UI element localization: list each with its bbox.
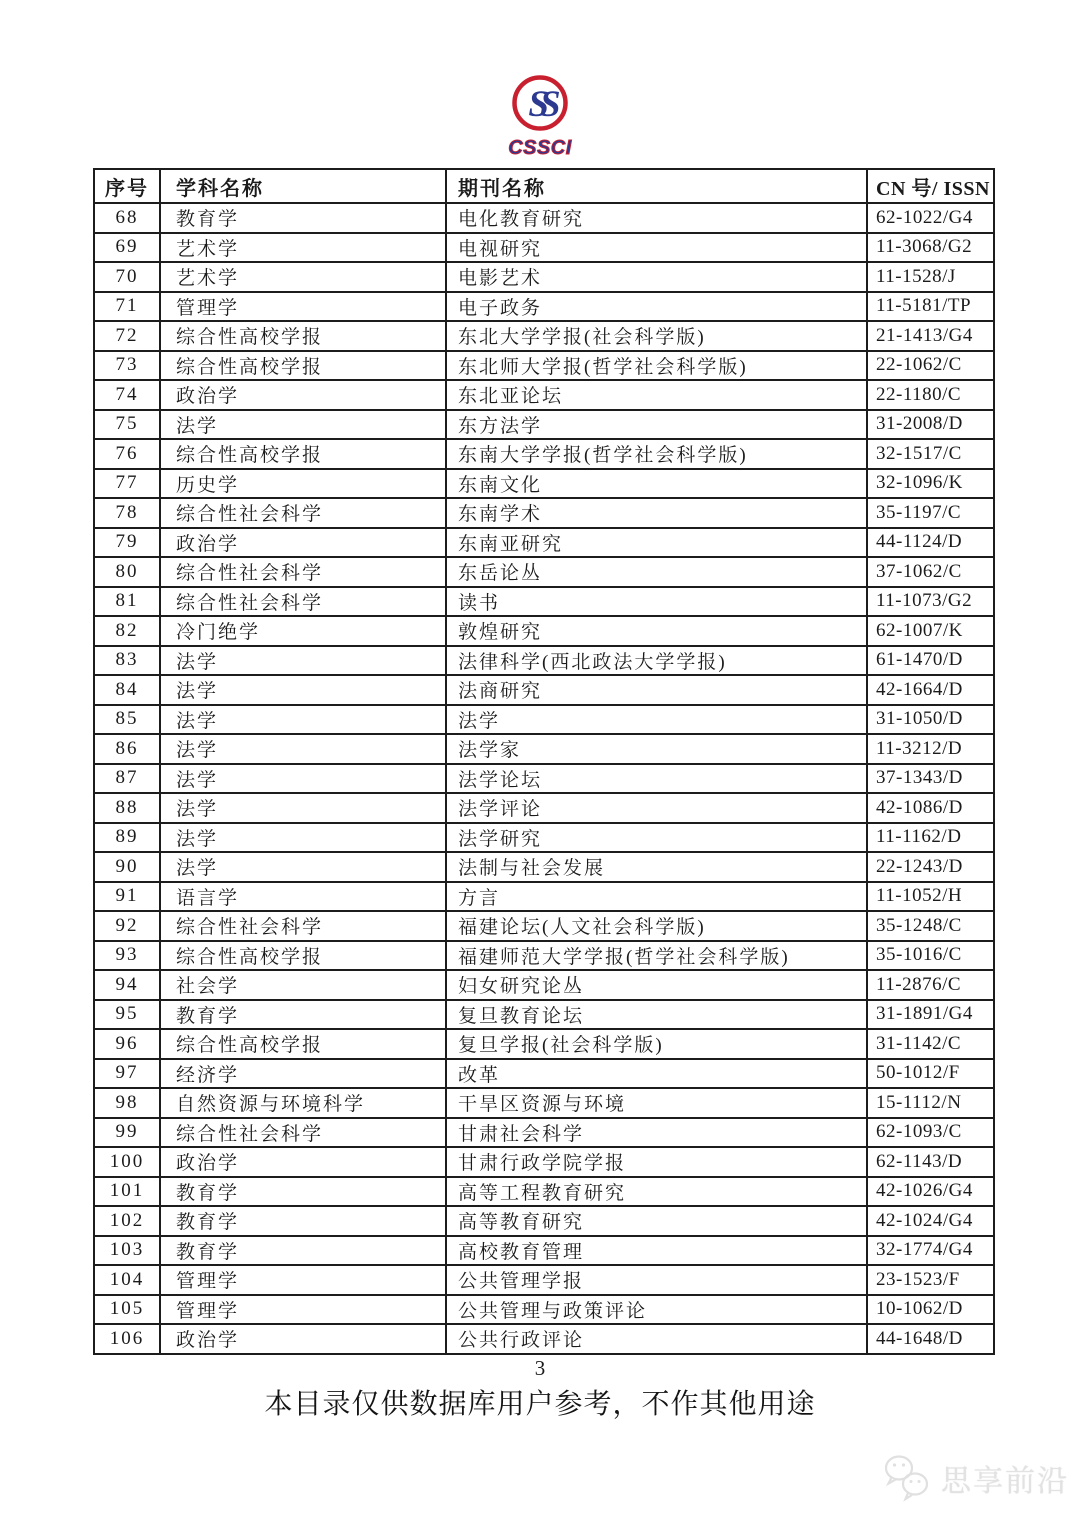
cell-journal: 公共管理学报 [446,1265,867,1295]
cell-journal: 福建论坛(人文社会科学版) [446,911,867,941]
cell-journal: 东方法学 [446,410,867,440]
table-header-row [94,169,994,203]
table-row [94,1000,994,1030]
cell-journal: 高校教育管理 [446,1236,867,1266]
cell-cn: 31-2008/D [867,410,994,440]
cell-discipline: 法学 [160,705,446,735]
cell-no: 73 [94,351,160,381]
cell-cn: 32-1096/K [867,469,994,499]
cell-journal: 电子政务 [446,292,867,322]
cell-journal: 公共行政评论 [446,1324,867,1354]
cell-discipline: 综合性社会科学 [160,587,446,617]
table-row [94,1147,994,1177]
column-header-cn-issn: CN 号/ ISSN [867,169,994,203]
cell-no: 96 [94,1029,160,1059]
table-row [94,852,994,882]
svg-text:SS: SS [528,84,552,125]
table-row [94,646,994,676]
cell-discipline: 语言学 [160,882,446,912]
cell-discipline: 艺术学 [160,262,446,292]
cell-no: 79 [94,528,160,558]
cell-cn: 23-1523/F [867,1265,994,1295]
watermark-label: 思享前沿 [941,1465,1069,1498]
cell-journal: 福建师范大学学报(哲学社会科学版) [446,941,867,971]
cell-cn: 62-1022/G4 [867,203,994,233]
table-row [94,823,994,853]
cell-discipline: 综合性社会科学 [160,557,446,587]
cell-discipline: 法学 [160,734,446,764]
cell-no: 97 [94,1059,160,1089]
cell-discipline: 教育学 [160,1000,446,1030]
cell-cn: 22-1243/D [867,852,994,882]
cell-no: 68 [94,203,160,233]
table-row [94,557,994,587]
cell-no: 82 [94,616,160,646]
cell-cn: 62-1143/D [867,1147,994,1177]
cell-journal: 甘肃社会科学 [446,1118,867,1148]
cell-cn: 22-1180/C [867,380,994,410]
cell-cn: 11-3212/D [867,734,994,764]
cell-journal: 法商研究 [446,675,867,705]
cell-journal: 电影艺术 [446,262,867,292]
table-row [94,410,994,440]
table-row [94,1177,994,1207]
cell-discipline: 教育学 [160,203,446,233]
cell-journal: 电化教育研究 [446,203,867,233]
cell-cn: 15-1112/N [867,1088,994,1118]
cell-no: 74 [94,380,160,410]
cell-cn: 37-1343/D [867,764,994,794]
cell-discipline: 法学 [160,675,446,705]
cell-discipline: 法学 [160,852,446,882]
cell-no: 72 [94,321,160,351]
cell-journal: 法学家 [446,734,867,764]
cell-cn: 21-1413/G4 [867,321,994,351]
cell-cn: 11-5181/TP [867,292,994,322]
cell-journal: 法制与社会发展 [446,852,867,882]
cell-no: 76 [94,439,160,469]
cell-cn: 61-1470/D [867,646,994,676]
table-row [94,734,994,764]
page-number: 3 [534,1356,546,1380]
cell-journal: 高等教育研究 [446,1206,867,1236]
cell-journal: 甘肃行政学院学报 [446,1147,867,1177]
table-row [94,675,994,705]
cell-cn: 42-1086/D [867,793,994,823]
cell-journal: 东南文化 [446,469,867,499]
cell-cn: 11-2876/C [867,970,994,1000]
table-row [94,1236,994,1266]
cell-no: 80 [94,557,160,587]
cell-cn: 62-1007/K [867,616,994,646]
cell-cn: 44-1648/D [867,1324,994,1354]
footer-notice: 本目录仅供数据库用户参考，不作其他用途 [264,1388,816,1419]
cell-discipline: 法学 [160,646,446,676]
cell-no: 85 [94,705,160,735]
cell-no: 88 [94,793,160,823]
cell-no: 102 [94,1206,160,1236]
cell-discipline: 综合性高校学报 [160,351,446,381]
cell-journal: 东岳论丛 [446,557,867,587]
cell-discipline: 政治学 [160,380,446,410]
table-row [94,1118,994,1148]
cell-cn: 32-1517/C [867,439,994,469]
cssci-logo [0,74,1080,167]
cell-discipline: 政治学 [160,528,446,558]
column-header-no: 序号 [94,169,160,203]
table-row [94,1324,994,1354]
cell-cn: 11-1073/G2 [867,587,994,617]
cell-cn: 11-1052/H [867,882,994,912]
wechat-icon [882,1453,934,1503]
cell-discipline: 管理学 [160,292,446,322]
table-row [94,764,994,794]
cell-discipline: 政治学 [160,1147,446,1177]
table-row [94,528,994,558]
cell-cn: 31-1891/G4 [867,1000,994,1030]
cell-no: 86 [94,734,160,764]
cell-discipline: 经济学 [160,1059,446,1089]
cell-cn: 35-1248/C [867,911,994,941]
cell-cn: 44-1124/D [867,528,994,558]
cell-cn: 35-1016/C [867,941,994,971]
cell-discipline: 法学 [160,764,446,794]
cell-cn: 32-1774/G4 [867,1236,994,1266]
table-row [94,793,994,823]
table-row [94,292,994,322]
cell-discipline: 法学 [160,410,446,440]
cell-no: 92 [94,911,160,941]
table-row [94,587,994,617]
table-row [94,1206,994,1236]
table-body [94,203,994,1354]
cell-discipline: 综合性社会科学 [160,498,446,528]
table-row [94,380,994,410]
cell-discipline: 历史学 [160,469,446,499]
cell-no: 95 [94,1000,160,1030]
cell-no: 100 [94,1147,160,1177]
cell-cn: 31-1142/C [867,1029,994,1059]
table-row [94,262,994,292]
cell-no: 78 [94,498,160,528]
cell-journal: 方言 [446,882,867,912]
table-row [94,705,994,735]
cell-discipline: 综合性社会科学 [160,1118,446,1148]
table-row [94,1265,994,1295]
cell-cn: 62-1093/C [867,1118,994,1148]
cell-no: 105 [94,1295,160,1325]
cell-no: 104 [94,1265,160,1295]
cell-cn: 22-1062/C [867,351,994,381]
cell-journal: 法学评论 [446,793,867,823]
cell-no: 84 [94,675,160,705]
cell-cn: 42-1026/G4 [867,1177,994,1207]
table-row [94,1059,994,1089]
table-row [94,351,994,381]
cell-discipline: 教育学 [160,1236,446,1266]
cell-journal: 高等工程教育研究 [446,1177,867,1207]
cell-journal: 法律科学(西北政法大学学报) [446,646,867,676]
cell-journal: 读书 [446,587,867,617]
cell-no: 101 [94,1177,160,1207]
cell-no: 91 [94,882,160,912]
cell-discipline: 综合性高校学报 [160,1029,446,1059]
cell-discipline: 法学 [160,793,446,823]
cell-discipline: 综合性高校学报 [160,321,446,351]
table-row [94,911,994,941]
cell-discipline: 综合性高校学报 [160,941,446,971]
cell-cn: 11-1162/D [867,823,994,853]
cell-no: 87 [94,764,160,794]
cell-no: 81 [94,587,160,617]
cell-no: 90 [94,852,160,882]
cell-journal: 电视研究 [446,233,867,263]
cell-no: 94 [94,970,160,1000]
table-row [94,321,994,351]
cell-discipline: 法学 [160,823,446,853]
table-row [94,1088,994,1118]
table-row [94,439,994,469]
table-row [94,941,994,971]
cell-journal: 妇女研究论丛 [446,970,867,1000]
table-row [94,1029,994,1059]
cell-discipline: 自然资源与环境科学 [160,1088,446,1118]
cell-cn: 42-1024/G4 [867,1206,994,1236]
cell-journal: 法学 [446,705,867,735]
cell-cn: 11-1528/J [867,262,994,292]
cell-no: 77 [94,469,160,499]
cell-journal: 公共管理与政策评论 [446,1295,867,1325]
cell-journal: 复旦学报(社会科学版) [446,1029,867,1059]
cell-cn: 10-1062/D [867,1295,994,1325]
table-row [94,233,994,263]
cell-discipline: 综合性高校学报 [160,439,446,469]
cell-no: 98 [94,1088,160,1118]
table-row [94,970,994,1000]
watermark [882,1452,1069,1504]
cell-no: 71 [94,292,160,322]
cell-journal: 敦煌研究 [446,616,867,646]
cell-journal: 干旱区资源与环境 [446,1088,867,1118]
cell-cn: 37-1062/C [867,557,994,587]
cell-no: 89 [94,823,160,853]
cell-discipline: 管理学 [160,1295,446,1325]
cell-discipline: 管理学 [160,1265,446,1295]
cell-journal: 法学研究 [446,823,867,853]
cell-no: 69 [94,233,160,263]
cell-discipline: 综合性社会科学 [160,911,446,941]
column-header-discipline: 学科名称 [160,169,446,203]
cell-cn: 42-1664/D [867,675,994,705]
table-row [94,882,994,912]
cell-journal: 东北大学学报(社会科学版) [446,321,867,351]
column-header-journal: 期刊名称 [446,169,867,203]
table-row [94,1295,994,1325]
cssci-wordmark: CSSCI [508,137,572,159]
cell-journal: 法学论坛 [446,764,867,794]
cell-journal: 复旦教育论坛 [446,1000,867,1030]
cell-journal: 东南亚研究 [446,528,867,558]
cell-discipline: 教育学 [160,1177,446,1207]
cell-no: 83 [94,646,160,676]
cell-cn: 35-1197/C [867,498,994,528]
table-row [94,469,994,499]
cell-journal: 改革 [446,1059,867,1089]
table-row [94,498,994,528]
cell-no: 99 [94,1118,160,1148]
cell-no: 93 [94,941,160,971]
cell-discipline: 社会学 [160,970,446,1000]
cell-discipline: 艺术学 [160,233,446,263]
table-row [94,616,994,646]
table-row [94,203,994,233]
cell-discipline: 冷门绝学 [160,616,446,646]
cell-cn: 11-3068/G2 [867,233,994,263]
cell-discipline: 政治学 [160,1324,446,1354]
cell-journal: 东北亚论坛 [446,380,867,410]
journal-table [93,168,995,1355]
cell-journal: 东北师大学报(哲学社会科学版) [446,351,867,381]
cell-no: 106 [94,1324,160,1354]
cell-no: 103 [94,1236,160,1266]
cell-discipline: 教育学 [160,1206,446,1236]
cell-journal: 东南学术 [446,498,867,528]
cell-no: 75 [94,410,160,440]
cell-no: 70 [94,262,160,292]
cssci-emblem-icon [501,74,579,162]
cell-cn: 50-1012/F [867,1059,994,1089]
cell-journal: 东南大学学报(哲学社会科学版) [446,439,867,469]
cell-cn: 31-1050/D [867,705,994,735]
